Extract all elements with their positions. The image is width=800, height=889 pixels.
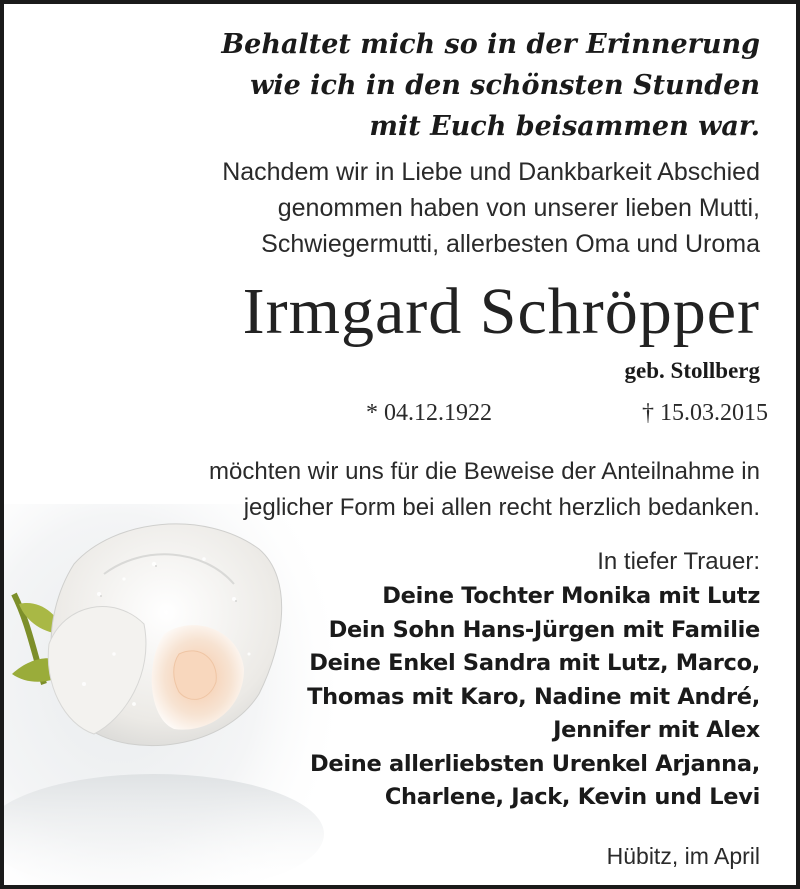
intro-line: Nachdem wir in Liebe und Dankbarkeit Abschied [222, 158, 760, 186]
family-list [307, 580, 760, 815]
motto-quote [221, 24, 760, 147]
intro-line: Schwiegermutti, allerbesten Oma und Uroma [261, 230, 760, 258]
family-line: Thomas mit Karo, Nadine mit André, [307, 683, 760, 710]
family-line: Deine Tochter Monika mit Lutz [382, 583, 760, 609]
motto-line: Behaltet mich so in der Erinnerung [221, 29, 760, 60]
intro-text [222, 154, 760, 262]
motto-line: wie ich in den schönsten Stunden [250, 70, 760, 101]
intro-line: genommen haben von unserer lieben Mutti, [277, 194, 760, 222]
place-and-date: Hübitz, im April [606, 843, 760, 869]
family-line: Deine Enkel Sandra mit Lutz, Marco, [309, 650, 760, 676]
deceased-name: Irmgard Schröpper [242, 275, 760, 348]
white-rose-image [4, 504, 334, 889]
family-line: Jennifer mit Alex [553, 717, 760, 743]
motto-line: mit Euch beisammen war. [369, 111, 760, 142]
family-line: Dein Sohn Hans-Jürgen mit Familie [328, 616, 760, 643]
thanks-line: möchten wir uns für die Beweise der Anteilnahme in [209, 458, 760, 485]
death-date: † 15.03.2015 [642, 400, 768, 426]
life-dates [4, 400, 768, 436]
thanks-text [209, 454, 760, 526]
mourning-label: In tiefer Trauer: [597, 548, 760, 575]
family-line: Charlene, Jack, Kevin und Levi [384, 784, 760, 810]
thanks-line: jeglicher Form bei allen recht herzlich bedanken. [243, 494, 760, 521]
family-line: Deine allerliebsten Urenkel Arjanna, [310, 750, 760, 777]
maiden-name: geb. Stollberg [624, 358, 760, 383]
birth-date: * 04.12.1922 [366, 400, 492, 426]
